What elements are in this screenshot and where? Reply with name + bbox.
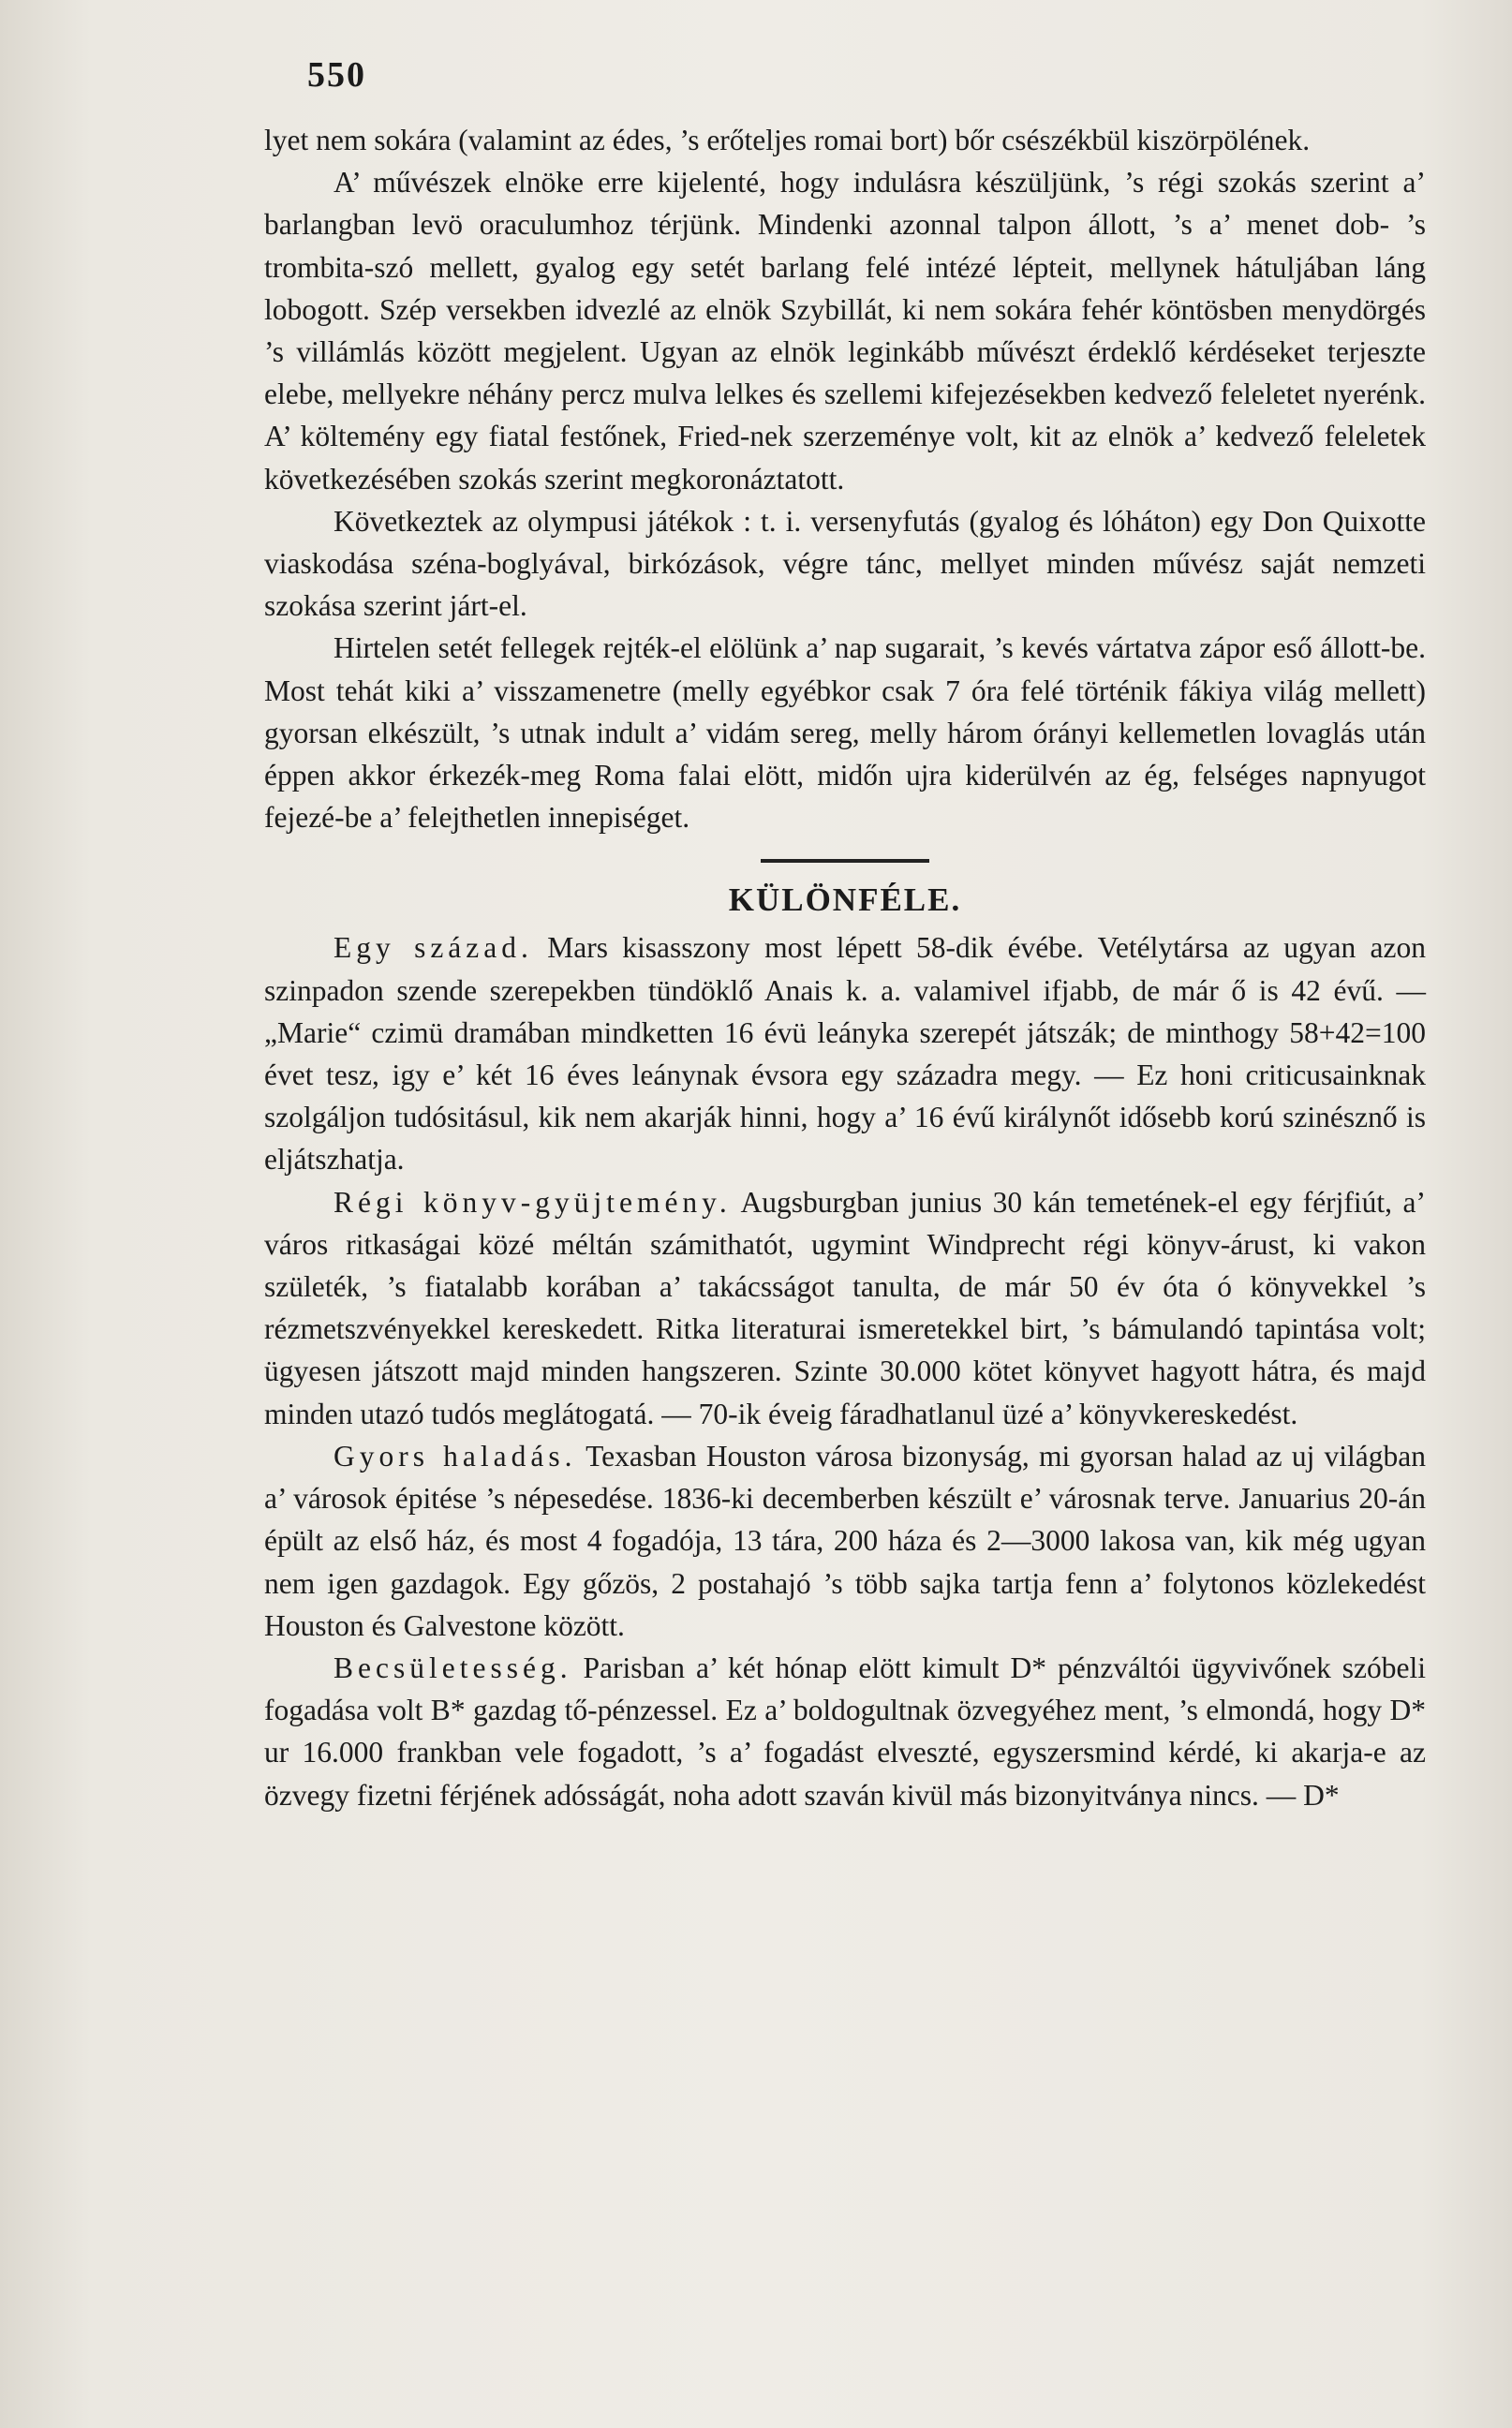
paragraph-storm-return: Hirtelen setét fellegek rejték-el elölünk a’ nap sugarait, ’s kevés vártatva zápor eső állott-be. Most tehát kiki a’ visszamenetre (melly egyébkor csak 7 óra felé történik fákiya világ mellett) gyorsan elkészült, ’s utnak indult a’ vidám sereg, melly három órányi kellemetlen lovaglás után éppen akkor érkezék-meg Roma falai elött, midőn ujra kiderülvén az ég, felséges napnyugot fejezé-be a’ felejthetlen innepiséget. — [264, 631, 1426, 835]
item-body: Texasban Houston városa bizonyság, mi gyorsan halad az uj világban a’ városok épitése ’s népesedése. 1836-ki decemberben készült e’ városnak terve. Januarius 20-án épült az első ház, és most 4 fogadója, 13 tára, 200 háza és 2—3000 lakosa van, kik még ugyan nem igen gazdagok. Egy gőzös, 2 postahajó ’s több sajka tartja fenn a’ folytonos közlekedést Houston és Galvestone között. — [264, 1439, 1426, 1642]
item-title: Egy század. — [334, 931, 533, 965]
page-text — [264, 119, 1426, 1816]
paragraph-olympic-games: Következtek az olympusi játékok : t. i. versenyfutás (gyalog és lóháton) egy Don Quixotte viaskodása széna-boglyával, birkózások, végre tánc, mellyet minden művész saját nemzeti szokása szerint járt-el. — [264, 504, 1426, 623]
item-body: Augsburgban junius 30 kán temetének-el egy férjfiút, a’ város ritkaságai közé méltán számithatót, ugymint Windprecht régi könyv-árust, ki vakon születék, ’s fiatalabb korában a’ takácsságot tanulta, de már 50 év óta ó könyvekkel ’s rézmetszvényekkel kereskedett. Ritka literaturai ismeretekkel birt, ’s bámulandó tapintása volt; ügyesen játszott majd minden hangszeren. Szinte 30.000 kötet könyvet hagyott hátra, és majd minden utazó tudós meglátogatá. — 70-ik éveig fáradhatlanul üzé a’ könyvkereskedést. — [264, 1185, 1426, 1430]
item-title: Régi könyv-gyüjtemény. — [334, 1185, 732, 1219]
item-title: Becsületesség. — [334, 1651, 572, 1684]
item-regi-konyv — [264, 1181, 1426, 1435]
item-body: Parisban a’ két hónap elött kimult D* pénzváltói ügyvivőnek szóbeli fogadása volt B* gazdag tő-pénzessel. Ez a’ boldogultnak özvegyéhez ment, ’s elmondá, hogy D* ur 16.000 frankban vele fogadott, ’s a’ fogadást elveszté, egyszersmind kérdé, ki akarja-e az özvegy fizetni férjének adósságát, noha adott szaván kivül más bizonyitványa nincs. — D* — [264, 1651, 1426, 1812]
paragraph-artists-oracle: A’ művészek elnöke erre kijelenté, hogy indulásra készüljünk, ’s régi szokás szerint a’ barlangban levö oraculumhoz térjünk. Mindenki azonnal talpon állott, ’s a’ menet dob- ’s trombita-szó mellett, gyalog egy setét barlang felé intézé lépteit, mellynek hátuljában láng lobogott. Szép versekben idvezlé az elnök Szybillát, ki nem sokára fehér köntösben menydörgés ’s villámlás között megjelent. Ugyan az elnök leginkább művészt érdeklő kérdéseket terjeszte elebe, mellyekre néhány percz mulva lelkes és szellemi kifejezésekben kedvező feleletet nyerénk. A’ költemény egy fiatal festőnek, Fried-nek szerzeménye volt, kit az elnök a’ kedvező feleletek következésében szokás szerint megkoronáztatott. — [264, 166, 1426, 496]
paragraph-continuation: lyet nem sokára (valamint az édes, ’s erőteljes romai bort) bőr csészékbül kiszörpölének. — [264, 124, 1311, 156]
item-becsuletesseg — [264, 1647, 1426, 1816]
page-number: 550 — [307, 55, 366, 95]
item-egy-szazad — [264, 926, 1426, 1180]
section-divider — [761, 859, 929, 863]
item-gyors-haladas — [264, 1435, 1426, 1647]
section-heading: KÜLÖNFÉLE. — [728, 881, 962, 919]
item-body: Mars kisasszony most lépett 58-dik évébe. Vetélytársa az ugyan azon szinpadon szende szerepekben tündöklő Anais k. a. valamivel ifjabb, de már ő is 42 évű. — „Marie“ czimü dramában mindketten 16 évü leányka szerepét játszák; de minthogy 58+42=100 évet tesz, igy e’ két 16 éves leánynak évsora egy századra megy. — Ez honi criticusainknak szolgáljon tudósitásul, kik nem akarják hinni, hogy a’ 16 évű királynőt idősebb korú szinésznő is eljátszhatja. — [264, 931, 1426, 1177]
item-title: Gyors haladás. — [334, 1439, 577, 1473]
